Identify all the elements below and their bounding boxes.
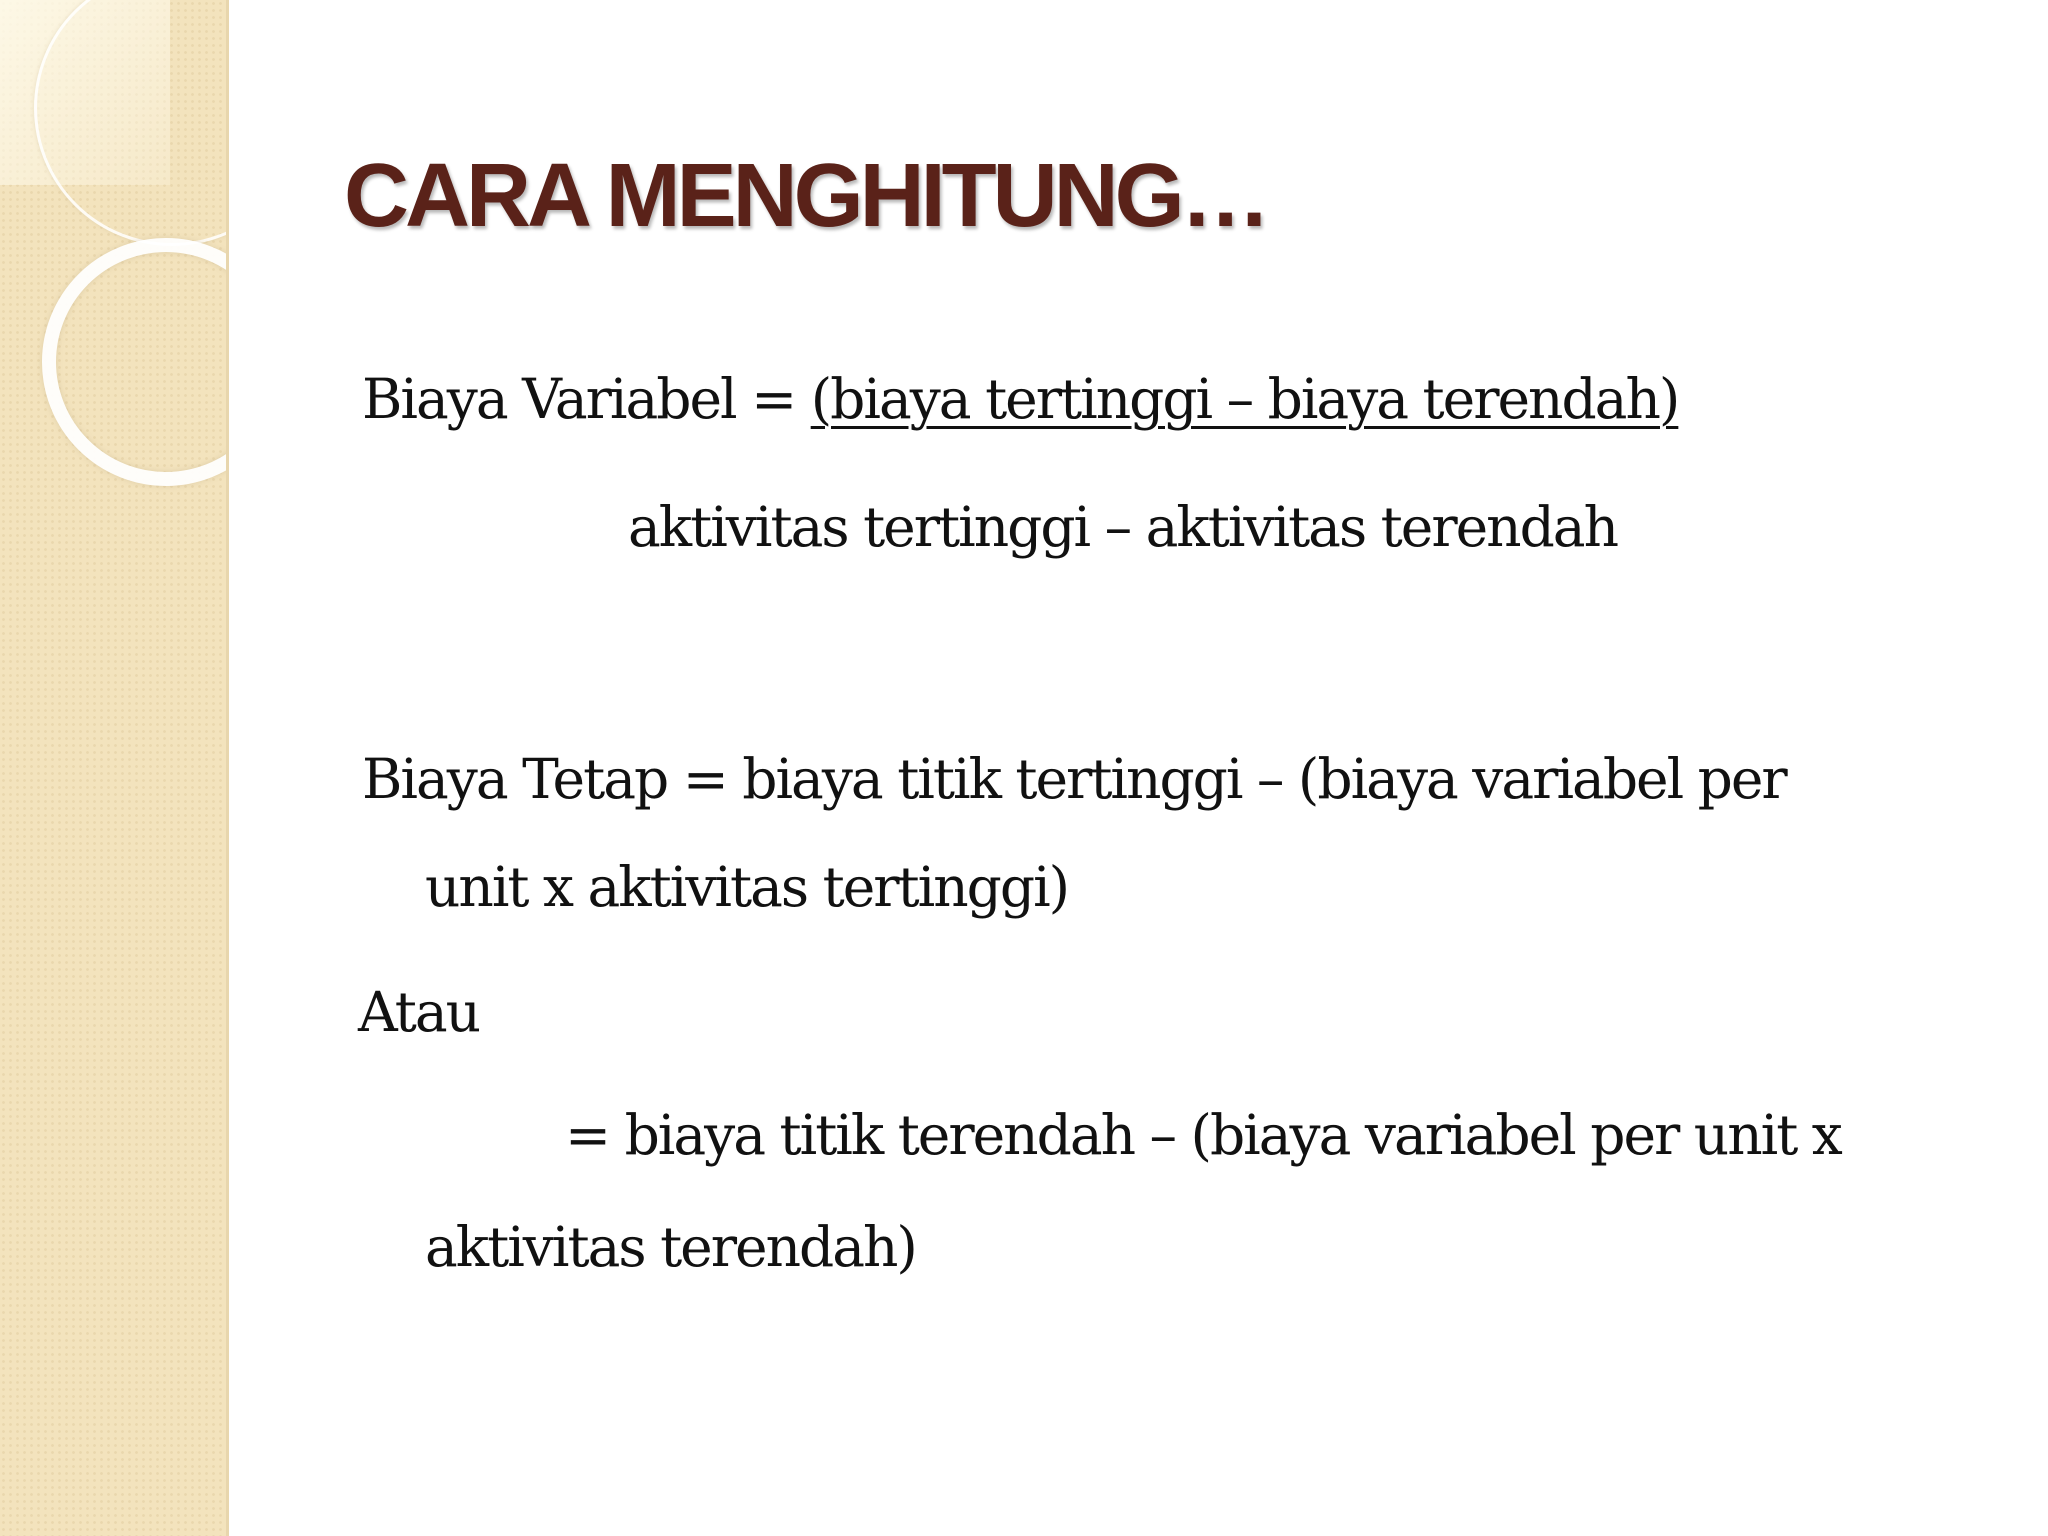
decorative-side-band xyxy=(0,0,228,1536)
variable-cost-numerator: (biaya tertinggi – biaya terendah) xyxy=(810,367,1679,431)
decorative-ring-thick xyxy=(42,238,228,486)
slide-title: CARA MENGHITUNG… xyxy=(344,146,1267,246)
variable-cost-denominator: aktivitas tertinggi – aktivitas terendah xyxy=(628,495,1618,559)
band-edge-line xyxy=(226,0,229,1536)
alternative-line-2: aktivitas terendah) xyxy=(425,1215,916,1279)
fixed-cost-line-2: unit x aktivitas tertinggi) xyxy=(425,855,1069,919)
variable-cost-formula xyxy=(362,367,1679,431)
alternative-line-1: = biaya titik terendah – (biaya variabel per unit x xyxy=(565,1103,1841,1167)
variable-cost-lhs: Biaya Variabel = xyxy=(362,367,811,431)
alternative-label: Atau xyxy=(358,980,480,1044)
decorative-ring-large xyxy=(34,0,228,246)
fixed-cost-line-1: Biaya Tetap = biaya titik tertinggi – (biaya variabel per xyxy=(362,747,1786,811)
